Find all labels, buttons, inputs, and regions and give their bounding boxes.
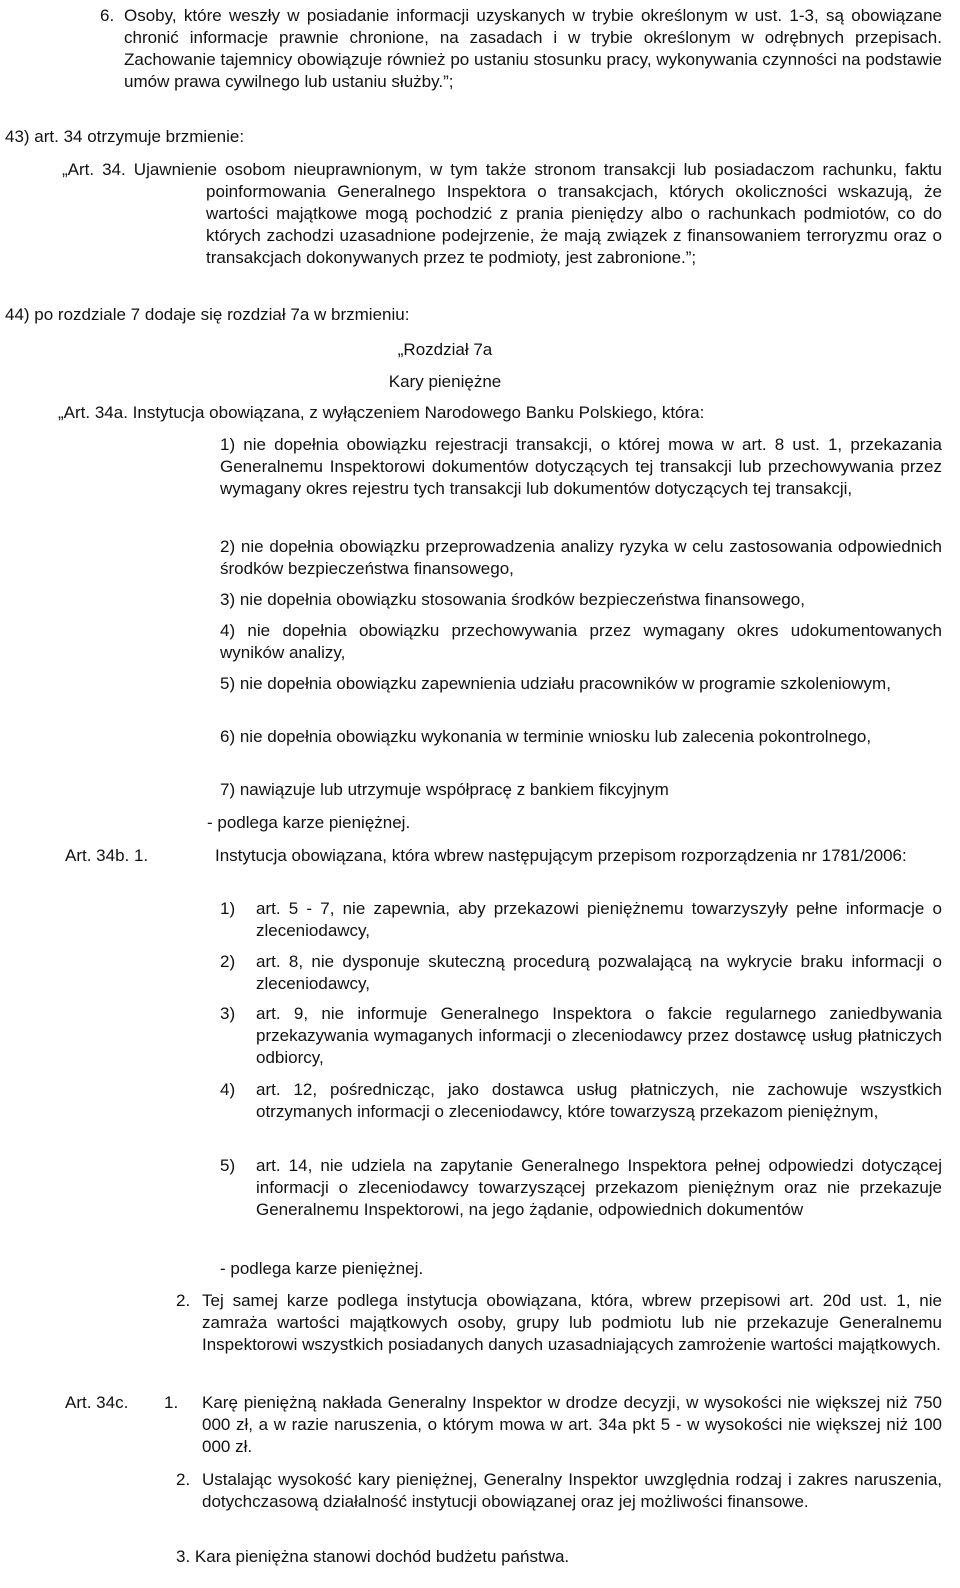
- art34b-point-3-text: art. 9, nie informuje Generalnego Inspektora o fakcie regularnego zaniedbywania przekazywania wymaganych informacji o zleceniodawcy przez dostawcę usług płatniczych odbiorcy,: [256, 1004, 942, 1067]
- chapter-subtitle: Kary pieniężne: [388, 372, 502, 391]
- art34b-p2-num: 2.: [176, 1291, 191, 1310]
- art34a-intro: „Art. 34a. Instytucja obowiązana, z wyłączeniem Narodowego Banku Polskiego, która:: [58, 403, 705, 422]
- item43: 43) art. 34 otrzymuje brzmienie:: [5, 127, 245, 146]
- art34b-penalty: - podlega karze pieniężnej.: [220, 1259, 424, 1278]
- art34b-point-2-text: art. 8, nie dysponuje skuteczną procedurą pozwalającą na wykrycie braku informacji o zleceniodawcy,: [256, 952, 942, 993]
- art34b-point-1-text: art. 5 - 7, nie zapewnia, aby przekazowi pieniężnemu towarzyszyły pełne informacje o zleceniodawcy,: [256, 899, 942, 940]
- art34c-p1-text: Karę pieniężną nakłada Generalny Inspektor w drodze decyzji, w wysokości nie większej niż 750 000 zł, a w razie naruszenia, o którym mowa w art. 34a pkt 5 - w wysokości nie większej niż 100 000 zł.: [202, 1393, 942, 1456]
- art34a-penalty: - podlega karze pieniężnej.: [207, 813, 411, 832]
- art34b-point-2-num: 2): [220, 952, 236, 971]
- art34a-point-6: 6) nie dopełnia obowiązku wykonania w terminie wniosku lub zalecenia pokontrolnego,: [220, 727, 872, 746]
- para6-number: 6.: [100, 6, 115, 25]
- art34a-point-1: 1) nie dopełnia obowiązku rejestracji transakcji, o której mowa w art. 8 ust. 1, przekazania Generalnemu Inspektorowi dokumentów dotyczących tej transakcji lub przechowywania przez wymagany okres rejestru tych transakcji lub dokumentów dotyczących tej transakcji,: [220, 435, 942, 498]
- para6-text: Osoby, które weszły w posiadanie informacji uzyskanych w trybie określonym w ust. 1-3, są obowiązane chronić informacje prawnie chronione, na zasadach i w trybie określonym w odrębnych przepisach. Zachowanie tajemnicy obowiązuje również po ustaniu stosunku pracy, wykonywania czynności na podstawie umów prawa cywilnego lub ustaniu służby.”;: [124, 6, 942, 91]
- art34b-point-4-num: 4): [220, 1080, 236, 1099]
- art34c-label: Art. 34c.: [65, 1393, 129, 1412]
- art34c-p2-num: 2.: [176, 1470, 191, 1489]
- art34a-point-5: 5) nie dopełnia obowiązku zapewnienia udziału pracowników w programie szkoleniowym,: [220, 674, 891, 693]
- art34-text: Ujawnienie osobom nieuprawnionym, w tym także stronom transakcji lub posiadaczom rachunku, faktu poinformowania Generalnego Inspektora o transakcjach, których okoliczności wskazują, że wartości majątkowe mogą pochodzić z prania pieniędzy albo o rachunkach podmiotów, co do których zachodzi uzasadnione podejrzenie, że mają związek z finansowaniem terroryzmu oraz o transakcjach dokonywanych przez te podmioty, jest zabronione.”;: [133, 160, 942, 267]
- art34-block: [62, 159, 942, 269]
- art34a-point-4: 4) nie dopełnia obowiązku przechowywania przez wymagany okres udokumentowanych wyników analizy,: [220, 621, 942, 662]
- art34b-intro: Instytucja obowiązana, która wbrew następującym przepisom rozporządzenia nr 1781/2006:: [215, 846, 907, 865]
- art34c-p3: 3. Kara pieniężna stanowi dochód budżetu państwa.: [176, 1547, 570, 1566]
- art34b-label: Art. 34b. 1.: [65, 846, 149, 865]
- art34c-p2-text: Ustalając wysokość kary pieniężnej, Generalny Inspektor uwzględnia rodzaj i zakres naruszenia, dotychczasową działalność instytucji obowiązanej oraz jej możliwości finansowe.: [202, 1470, 942, 1511]
- art34b-p2-text: Tej samej karze podlega instytucja obowiązana, która, wbrew przepisowi art. 20d ust. 1, nie zamraża wartości majątkowych osoby, grupy lub podmiotu lub nie przekazuje Generalnemu Inspektorowi wszystkich posiadanych danych uzasadniających zamrożenie wartości majątkowych.: [202, 1291, 942, 1354]
- art34b-point-5-num: 5): [220, 1156, 236, 1175]
- art34a-point-3: 3) nie dopełnia obowiązku stosowania środków bezpieczeństwa finansowego,: [220, 590, 805, 609]
- art34c-p1-num: 1.: [164, 1393, 179, 1412]
- chapter-title: „Rozdział 7a: [397, 340, 493, 359]
- art34a-point-7: 7) nawiązuje lub utrzymuje współpracę z bankiem fikcyjnym: [220, 780, 669, 799]
- art34a-point-2: 2) nie dopełnia obowiązku przeprowadzenia analizy ryzyka w celu zastosowania odpowiednich środków bezpieczeństwa finansowego,: [220, 537, 942, 578]
- art34b-point-4-text: art. 12, pośrednicząc, jako dostawca usług płatniczych, nie zachowuje wszystkich otrzymanych informacji o zleceniodawcy, które towarzyszą przekazom pieniężnym,: [256, 1080, 942, 1121]
- art34b-point-1-num: 1): [220, 899, 236, 918]
- item44: 44) po rozdziale 7 dodaje się rozdział 7a w brzmieniu:: [5, 305, 410, 324]
- art34b-point-5-text: art. 14, nie udziela na zapytanie Generalnego Inspektora pełnej odpowiedzi dotyczącej informacji o zleceniodawcy towarzyszącej przekazom pieniężnym oraz nie przekazuje Generalnemu Inspektorowi, na jego żądanie, odpowiednich dokumentów: [256, 1156, 942, 1219]
- art34b-point-3-num: 3): [220, 1004, 236, 1023]
- art34-label: „Art. 34.: [62, 160, 126, 179]
